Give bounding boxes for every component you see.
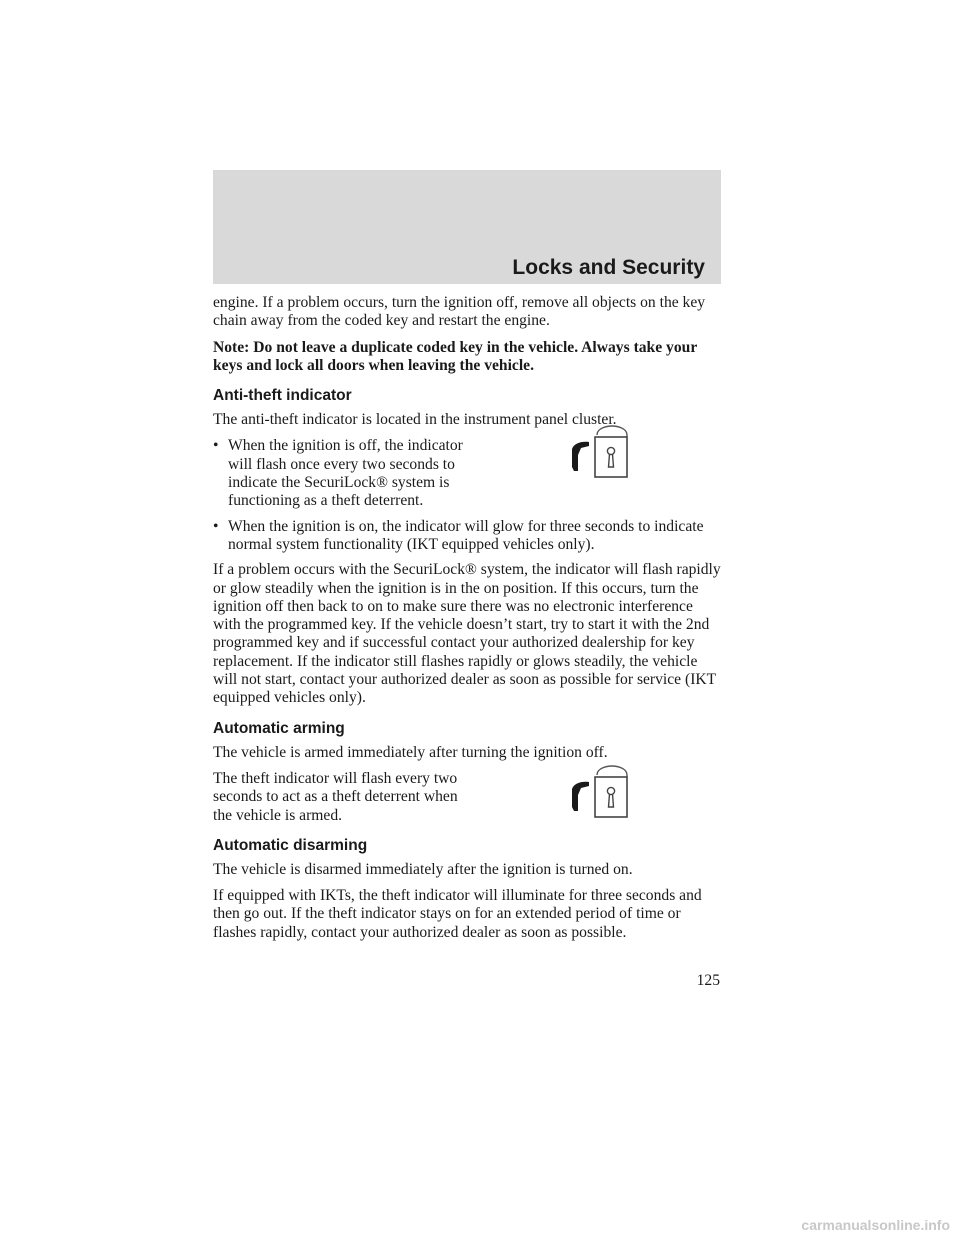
watermark: carmanualsonline.info [801, 1217, 950, 1233]
anti-theft-paragraph: If a problem occurs with the SecuriLock® system, the indicator will flash rapidly or glow steadily when the ignition is in the on position. If this occurs, turn the ignition off then back to on to make sure there was no electronic interference with the programmed key. If the vehicle doesn’t start, try to start it with the 2nd programmed key and if successful contact your authorized dealership for key replacement. If the indicator still flashes rapidly or glows steadily, the vehicle will not start, contact your authorized dealer as soon as possible for service (IKT equipped vehicles only). [213, 561, 721, 707]
page-content [213, 294, 721, 950]
anti-theft-lead: The anti-theft indicator is located in the instrument panel cluster. [213, 411, 617, 429]
arming-lead: The vehicle is armed immediately after turning the ignition off. [213, 743, 608, 761]
section-title: Locks and Security [512, 256, 705, 279]
arming-paragraph: The theft indicator will flash every two seconds to act as a theft deterrent when the vehicle is armed. [213, 769, 458, 824]
paragraph-with-icon [213, 770, 721, 825]
note-paragraph: Note: Do not leave a duplicate coded key in the vehicle. Always take your keys and lock all doors when leaving the vehicle. [213, 338, 697, 374]
automatic-arming-heading: Automatic arming [213, 719, 345, 737]
section-header-band [213, 170, 721, 284]
intro-paragraph: engine. If a problem occurs, turn the ignition off, remove all objects on the key chain away from the coded key and restart the engine. [213, 294, 706, 330]
bullet-with-icon [213, 437, 721, 510]
car-lock-icon [569, 425, 633, 483]
bullet-text: When the ignition is off, the indicator will flash once every two seconds to indicate the SecuriLock® system is functioning as a theft deterrent. [228, 437, 463, 510]
anti-theft-heading: Anti-theft indicator [213, 387, 352, 405]
page-number: 125 [696, 972, 720, 989]
disarming-lead: The vehicle is disarmed immediately after the ignition is turned on. [213, 860, 633, 878]
car-lock-icon [569, 765, 633, 823]
bullet-text: When the ignition is on, the indicator will glow for three seconds to indicate normal system functionality (IKT equipped vehicles only). [228, 517, 704, 553]
disarming-paragraph: If equipped with IKTs, the theft indicator will illuminate for three seconds and then go out. If the theft indicator stays on for an extended period of time or flashes rapidly, contact your authorized dealer as soon as possible. [213, 887, 702, 941]
bullet-dot: • [213, 437, 219, 455]
bullet-item [213, 518, 721, 555]
bullet-dot: • [213, 517, 219, 535]
automatic-disarming-heading: Automatic disarming [213, 836, 368, 854]
bullet-item [213, 437, 483, 510]
